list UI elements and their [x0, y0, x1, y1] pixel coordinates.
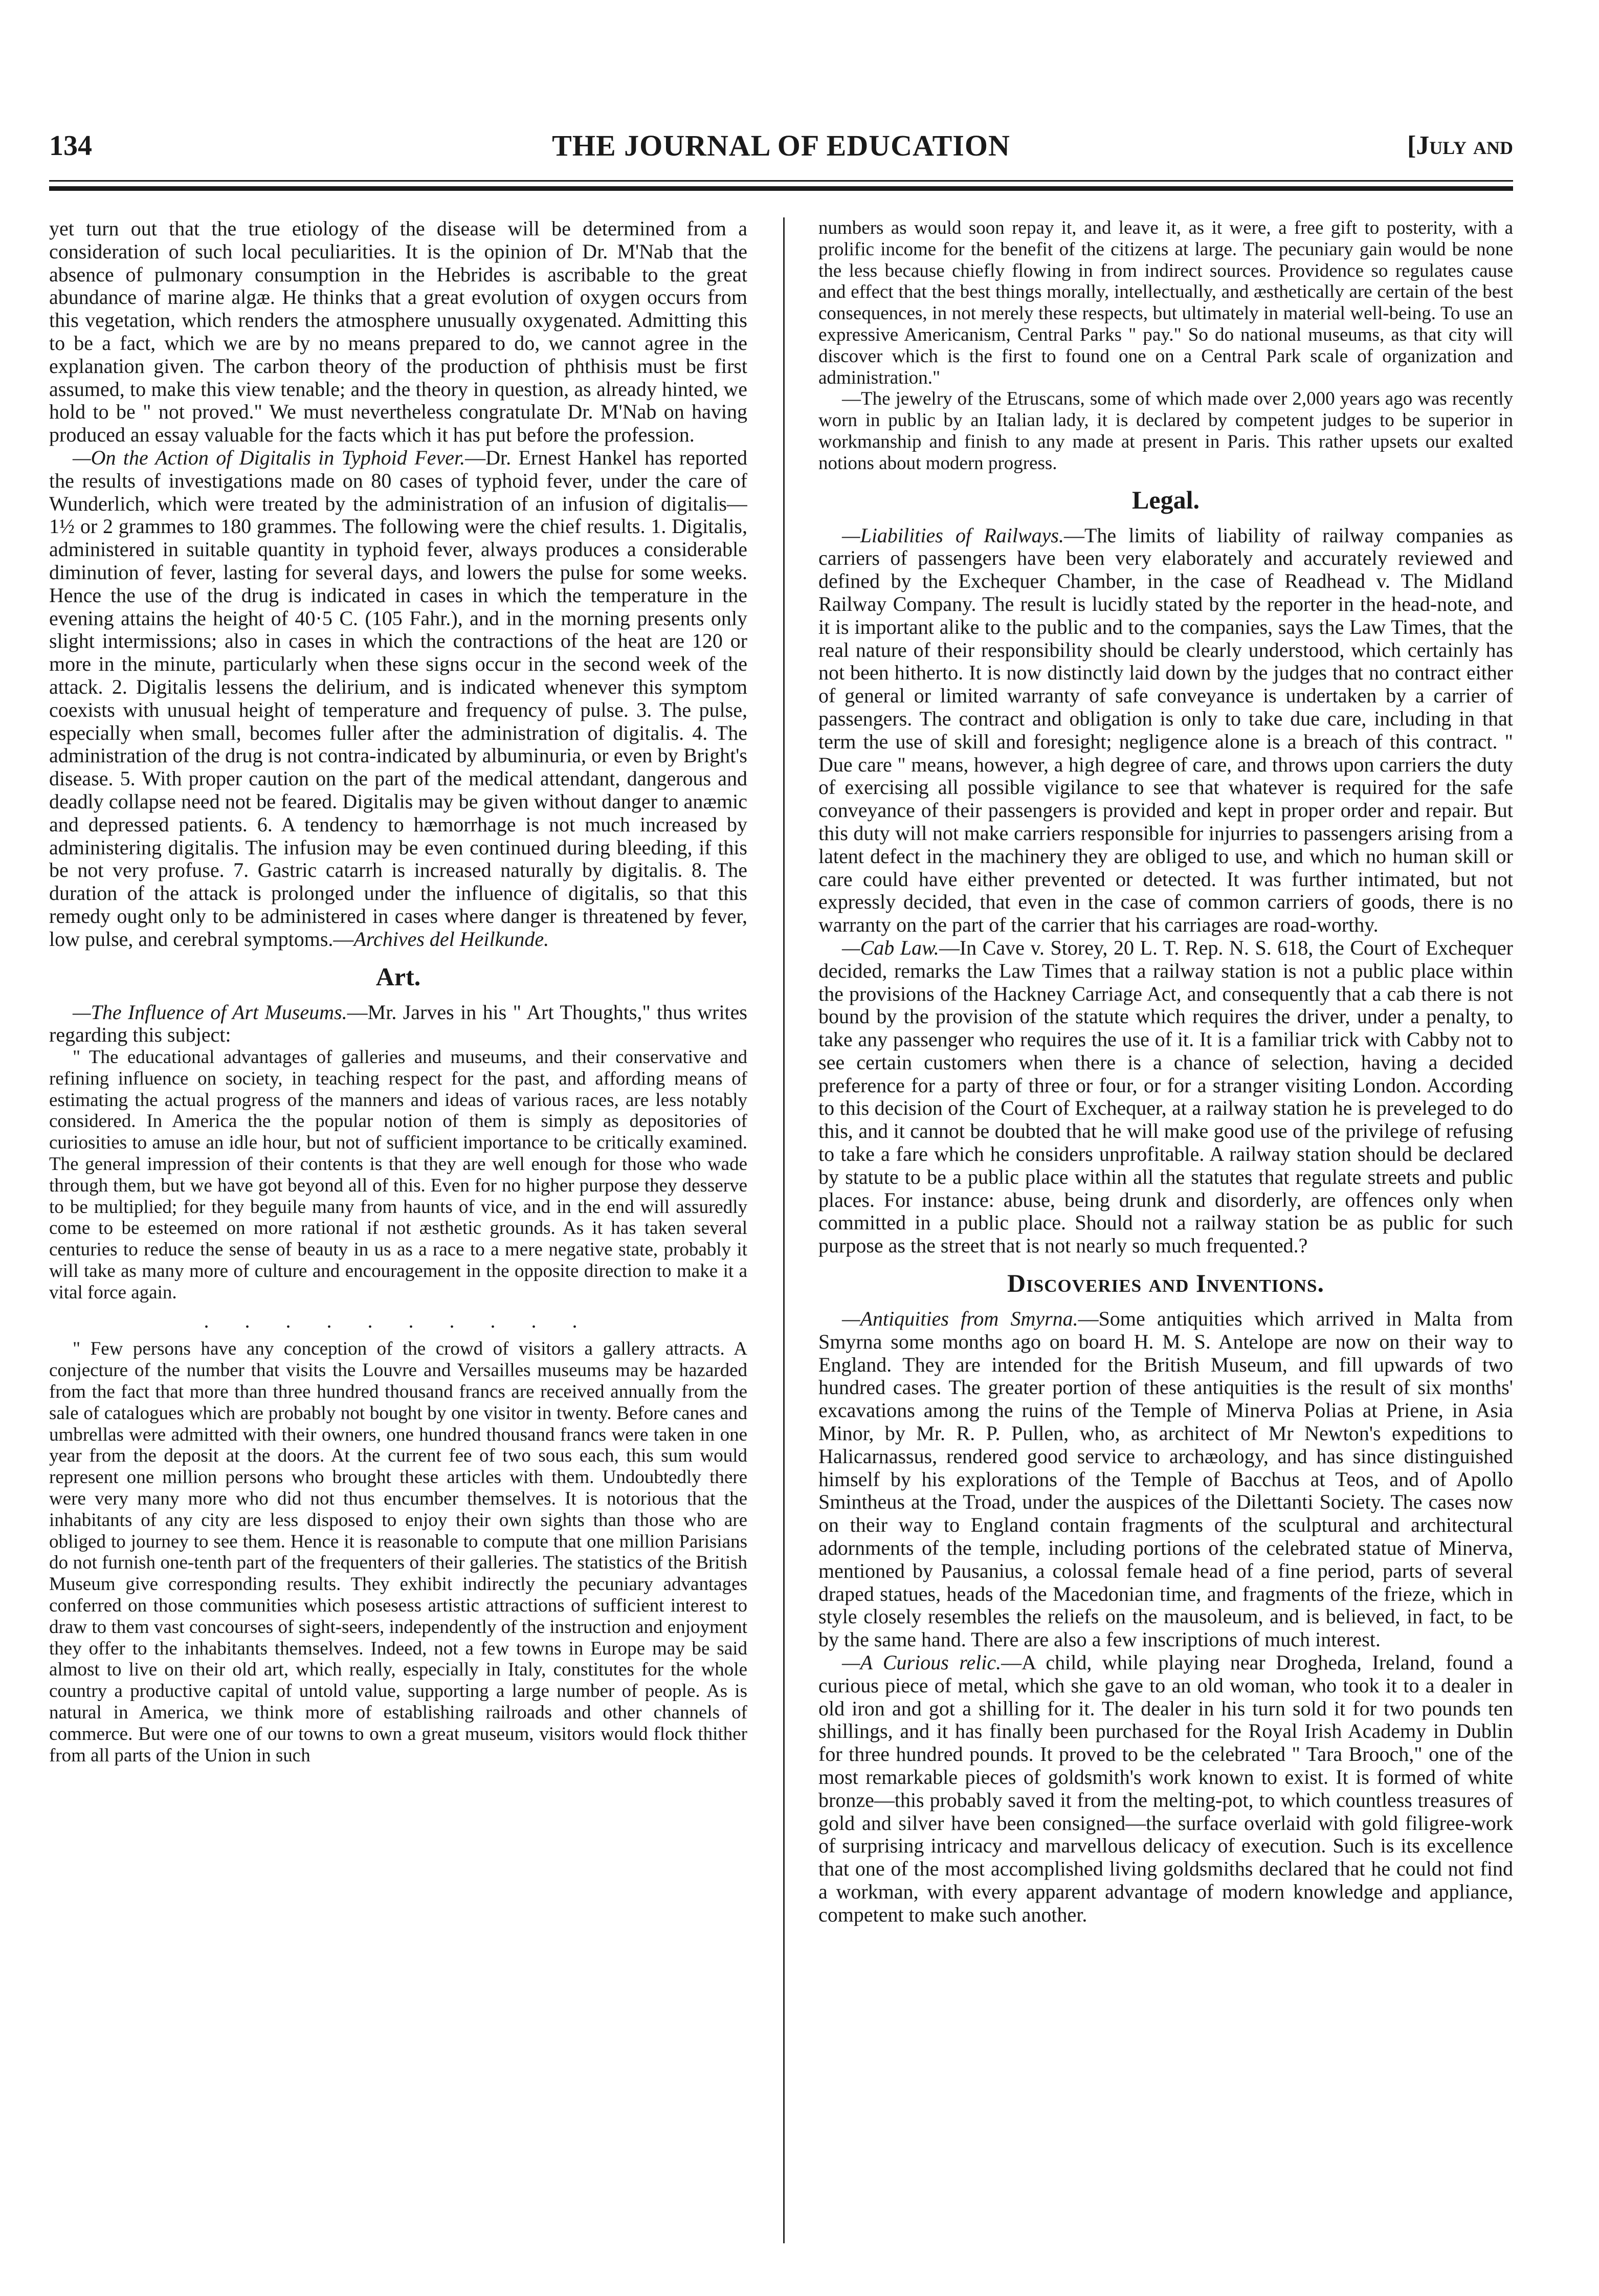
railway-liabilities-title: —Liabilities of Railways.: [842, 523, 1064, 547]
section-heading-discoveries: Discoveries and Inventions.: [1007, 1269, 1324, 1298]
left-column: [49, 217, 747, 2251]
right-column: [818, 217, 1513, 2251]
journal-title: THE JOURNAL OF EDUCATION: [552, 129, 1010, 162]
issue-date: [July and: [1407, 131, 1513, 160]
relic-title: —A Curious relic.: [842, 1651, 1002, 1674]
section-heading-art: Art.: [375, 962, 421, 991]
quote-gallery-visitors: " Few persons have any conception of the crowd of visitors a gallery attracts. A conjecture of the number that visits the Louvre and Versailles museums may be hazarded from the fact that more than three hundred thousand francs are received annually from the sale of catalogues which are probably not bought by one visitor in twenty. Before canes and umbrellas were admitted with their owners, one hundred thousand francs were taken in one year from the deposit at the doors. At the current fee of two sous each, this sum would represent one million persons who brought these articles with them. Undoubtedly there were very many more who did not thus encumber themselves. It is notorious that the inhabitants of any city are less disposed to enjoy their own sights than those who are obliged to journey to see them. Hence it is reasonable to compute that one million Parisians do not furnish one-tenth part of the frequenters of their galleries. The statistics of the British Museum give corresponding results. They exhibit indirectly the pecuniary advantages conferred on those communities which posesess artistic attractions of sufficient interest to draw to them vast concourses of sight-seers, independently of the instruction and enjoyment they offer to the inhabitants themselves. Indeed, not a few towns in Europe may be said almost to live on their old art, which really, especially in Italy, constitutes for the whole country a productive capital of untold value, supporting a large number of people. As is natural in America, we think more of establishing railroads and other channels of commerce. But were one of our towns to own a great museum, visitors would flock thither from all parts of the Union in such: [49, 1338, 747, 1766]
cab-law-body: —In Cave v. Storey, 20 L. T. Rep. N. S. 618, the Court of Exchequer decided, remarks the Law Times that a railway station is not a public place within the provisions of the Hackney Carriage Act, and consequently that a cab there is not bound by the provision of the statute which requires the driver, under a penalty, to take any passenger who requires the use of it. It is a familiar trick with Cabby not to see certain customers when there is a chance of selection, having a decided preference for a party of three or four, or for a stranger visiting London. According to this decision of the Court of Exchequer, at a railway station he is preveleged to do this, and it cannot be doubted that he will make good use of the privilege of refusing to take a fare which he considers unprofitable. A railway station should be declared by statute to be a public place within all the statutes that regulate streets and public places. For instance: abuse, being drunk and disorderly, are offences only when committed in a public place. Should not a railway station be as public for such purpose as the street that is not nearly so much frequented.?: [818, 936, 1513, 1257]
header-rule-thick: [49, 186, 1513, 191]
paragraph-digitalis: [49, 447, 747, 951]
digitalis-body: —Dr. Ernest Hankel has reported the results of investigations made on 80 cases of typhoid fever, under the care of Wunderlich, which were treated by the administration of an infusion of digitalis—1½ or 2 grammes to 180 grammes. The following were the chief results. 1. Digitalis, administered in suitable quantity in typhoid fever, always produces a considerable diminution of fever, lasting for several days, and lowers the pulse for some weeks. Hence the use of the drug is indicated in cases in which the temperature in the evening attains the height of 40·5 C. (105 Fahr.), and in the morning presents only slight intermissions; also in cases in which the contractions of the heat are 120 or more in the minute, particularly when these signs occur in the second week of the attack. 2. Digitalis lessens the delirium, and is indicated whenever this symptom coexists with unusual height of temperature and frequency of pulse. 3. The pulse, especially when small, becomes fuller after the administration of digitalis. 4. The administration of the drug is not contra-indicated by albuminuria, or even by Bright's disease. 5. With proper caution on the part of the medical attendant, dangerous and deadly collapse need not be feared. Digitalis may be given without danger to anæmic and depressed patients. 6. A tendency to hæmorrhage is not much increased by administering digitalis. The infusion may be even continued during bleeding, if this be not very profuse. 7. Gastric catarrh is increased naturally by digitalis. 8. The duration of the attack is prolonged under the influence of digitalis, so that this remedy ought only to be administered in cases where danger is threatened by fever, low pulse, and cerebral symptoms.—: [49, 446, 747, 951]
smyrna-title: —Antiquities from Smyrna.: [842, 1307, 1078, 1331]
header-rule-thin: [49, 180, 1513, 182]
digitalis-source: Archives del Heilkunde.: [353, 927, 549, 951]
paragraph-cab-law: [818, 937, 1513, 1257]
running-head: [49, 123, 1513, 169]
section-heading-legal: Legal.: [1132, 485, 1200, 514]
page-number: 134: [49, 130, 92, 162]
railway-liabilities-body: —The limits of liability of railway companies as carriers of passengers have been very elaborately and accurately reviewed and defined by the Exchequer Chamber, in the case of Readhead v. The Midland Railway Company. The result is lucidly stated by the reporter in the head-note, and it is important alike to the public and to the companies, says the Law Times, that the real nature of their responsibility should be clearly understood, which certainly has not been hitherto. It is now distinctly laid down by the judges that no contract either of general or limited warranty of safe conveyance is undertaken by a carrier of passengers. The contract and obligation is only to take due care, including in that term the use of skill and foresight; negligence alone is a breach of this contract. " Due care " means, however, a high degree of care, and throws upon carriers the duty of exercising all possible vigilance to see that whatever is required for the safe conveyance of their passengers is provided and kept in proper order and repair. But this duty will not make carriers responsible for injurries to passengers arising from a latent defect in the machinery they are obliged to use, and which no human skill or care could have either prevented or detected. It was further intimated, but not expressly decided, that even in the case of common carriers of goods, there is no warranty on the part of the carrier that his carriages are road-worthy.: [818, 523, 1513, 937]
art-museums-intro: —Mr. Jarves in his " Art Thoughts," thus writes regarding this subject:: [49, 1000, 747, 1047]
paragraph-smyrna-antiquities: [818, 1308, 1513, 1651]
paragraph-railway-liabilities: [818, 524, 1513, 937]
relic-body: —A child, while playing near Drogheda, Ireland, found a curious piece of metal, which she gave to an old woman, who took it to a dealer in old iron and got a shilling for it. The dealer in his turn sold it for two pounds ten shillings, and it has finally been purchased for the Royal Irish Academy in Dublin for three hundred pounds. It proved to be the celebrated " Tara Brooch," one of the most remarkable pieces of goldsmith's work known to exist. It is formed of white bronze—this probably saved it from the melting-pot, to which countless treasures of gold and silver have been consigned—the surface overlaid with gold filigree-work of surprising intricacy and marvellous delicacy of execution. Such is its excellence that one of the most accomplished living goldsmiths declared that he could not find a workman, with every apparent advantage of modern knowledge and appliance, competent to make such another.: [818, 1651, 1513, 1926]
column-divider: [783, 217, 785, 2243]
paragraph-etiology: yet turn out that the true etiology of the disease will be determined from a consideration of such local peculiarities. It is the opinion of Dr. M'Nab that the absence of pulmonary consumption in the Hebrides is ascribable to the great abundance of marine algæ. He thinks that a great evolution of oxygen occurs from this vegetation, which renders the atmosphere unusually oxygenated. Admitting this to be a fact, which we are by no means prepared to do, we cannot agree in the explanation given. The carbon theory of the production of phthisis must be first assumed, to make this view tenable; and the theory in question, as already hinted, we hold to be " not proved." We must nevertheless congratulate Dr. M'Nab on having produced an essay valuable for the facts which it has put before the profession.: [49, 217, 747, 447]
quote-educational-advantages: " The educational advantages of galleries and museums, and their conservative and refining influence on society, in teaching respect for the past, and affording means of estimating the actual progress of the manners and ideas of various races, are less notably considered. In America the the popular notion of them is simply as depositories of curiosities to amuse an idle hour, but not of sufficient importance to be critically examined. The general impression of their contents is that they are well enough for those who wade through them, but we have got beyond all of this. Even for no higher purpose they desserve to be multiplied; for they beguile many from haunts of vice, and in the end will assuredly come to be esteemed on more rational if not æsthetic grounds. As it has taken several centuries to reduce the sense of beauty in us as a race to a mere negative state, probably it will take as many more of culture and encouragement in the opposite direction to make it a vital force again.: [49, 1047, 747, 1303]
paragraph-curious-relic: [818, 1651, 1513, 1927]
ellipsis-dots: . . . . . . . . . .: [204, 1309, 593, 1332]
quote-continuation: numbers as would soon repay it, and leave it, as it were, a free gift to posterity, with a prolific income for the benefit of the citizens at large. The pecuniary gain would be none the less because chiefly flowing in from indirect sources. Providence so regulates cause and effect that the best things morally, intellectually, and æsthetically are certain of the best consequences, in not merely these respects, but ultimately in material well-being. To use an expressive Americanism, Central Parks " pay." So do national museums, as that city will discover which is the first to found one on a Central Park scale of organization and administration.": [818, 217, 1513, 388]
smyrna-body: —Some antiquities which arrived in Malta from Smyrna some months ago on board H. M. S. Antelope are now on their way to England. They are intended for the British Museum, and fill upwards of two hundred cases. The greater portion of these antiquities is the result of six months' excavations among the ruins of the Temple of Minerva Polias at Priene, in Asia Minor, by Mr. R. P. Pullen, who, as architect of Mr Newton's expeditions to Halicarnassus, rendered good service to archæology, and has since distinguished himself by his explorations of the Temple of Bacchus at Teos, and of Apollo Smintheus at the Troad, under the auspices of the Dilettanti Society. The cases now on their way to England contain fragments of the sculptural and architectural adornments of the temple, including portions of the celebrated statue of Minerva, mentioned by Pausanius, a colossal female head of a fine period, parts of several draped statues, heads of the Macedonian time, and fragments of the frieze, which in style closely resembles the reliefs on the mausoleum, and is believed, in fact, to be by the same hand. There are also a few inscriptions of much interest.: [818, 1307, 1513, 1651]
digitalis-title: —On the Action of Digitalis in Typhoid Fever.: [73, 446, 465, 469]
paragraph-art-museums: [49, 1001, 747, 1047]
paragraph-etruscan-jewelry: —The jewelry of the Etruscans, some of which made over 2,000 years ago was recently worn in public by an Italian lady, it is declared by competent judges to be superior in workmanship and finish to any made at present in Paris. This rather upsets our exalted notions about modern progress.: [818, 388, 1513, 474]
cab-law-title: —Cab Law.: [842, 936, 939, 959]
art-museums-title: —The Influence of Art Museums.: [73, 1000, 347, 1024]
